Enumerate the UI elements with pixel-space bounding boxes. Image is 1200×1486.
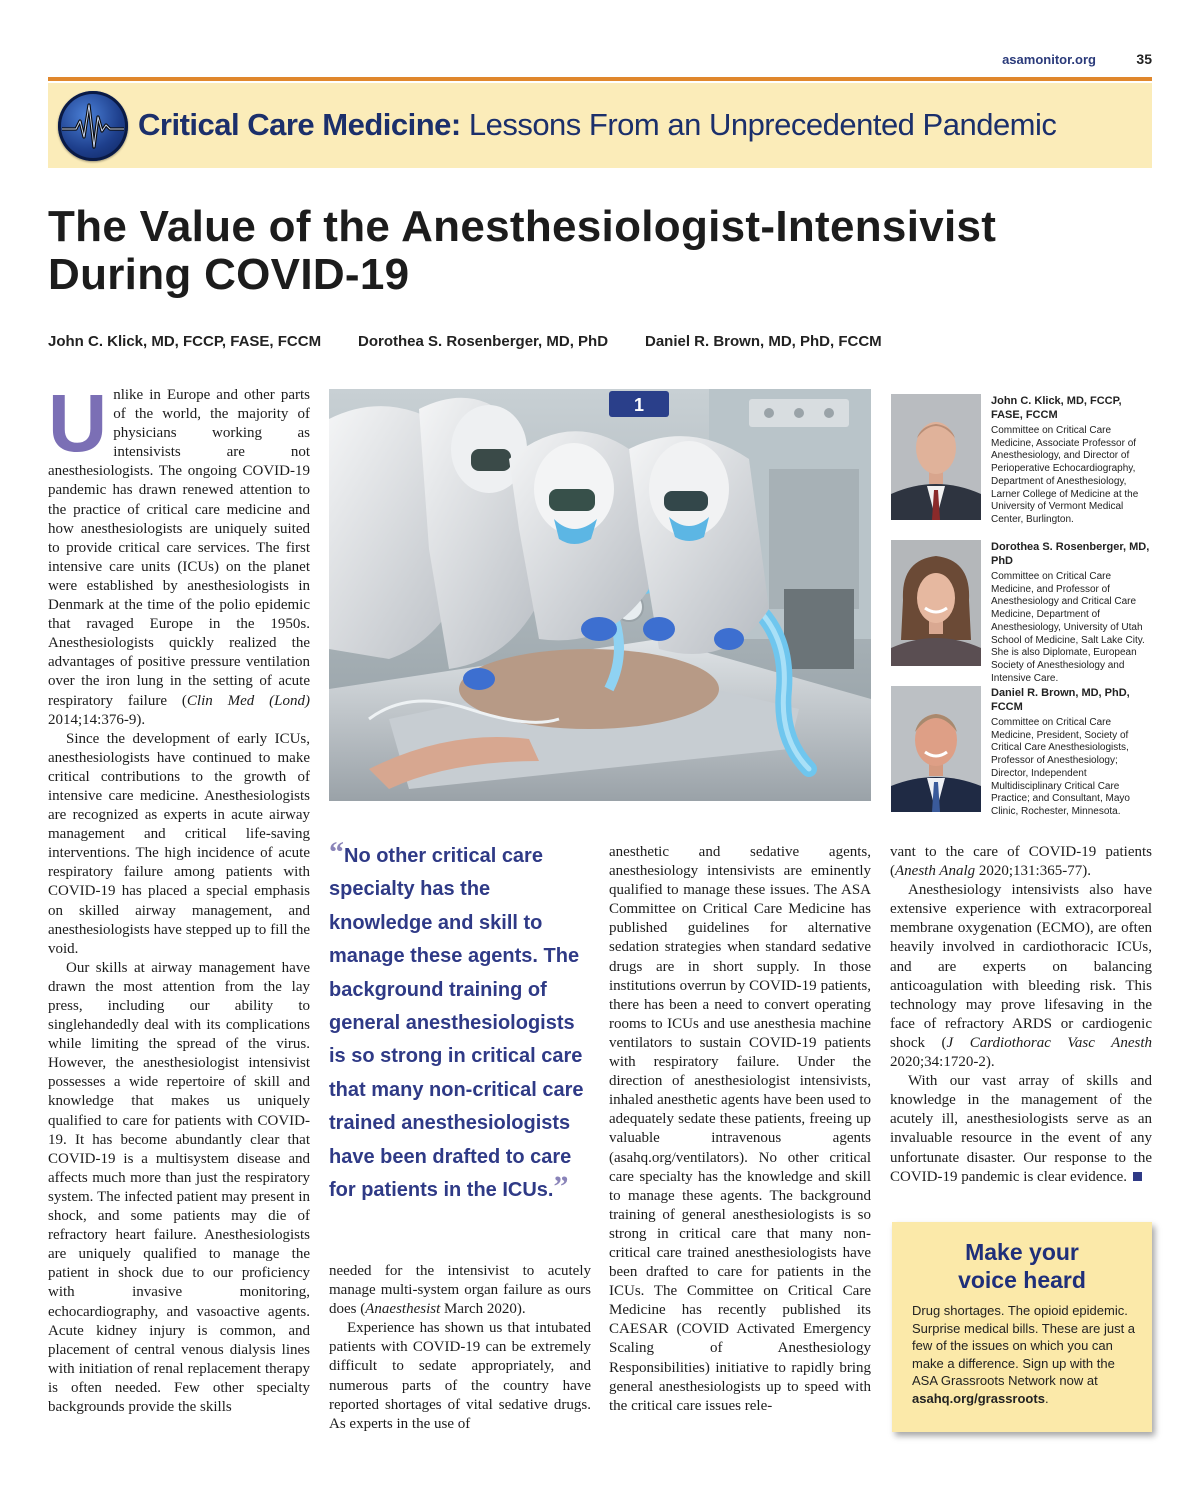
author-rosenberger: Dorothea S. Rosenberger, MD, PhD <box>358 333 609 350</box>
citation: Anaesthesist <box>365 1301 441 1318</box>
page-number: 35 <box>1136 51 1152 67</box>
open-quote-mark: “ <box>329 836 344 869</box>
bio-text <box>991 540 1153 685</box>
bio-klick <box>891 394 1153 524</box>
bio-name: John C. Klick, MD, FCCP, FASE, FCCM <box>991 395 1122 421</box>
drop-cap: U <box>48 378 108 469</box>
section-title-bold: Critical Care Medicine: <box>138 107 461 142</box>
pull-quote <box>329 836 591 1207</box>
callout-period: . <box>1044 1390 1049 1406</box>
paragraph <box>890 843 1152 881</box>
section-banner <box>48 83 1152 168</box>
paragraph-text: With our vast array of skills and knowledge in the management of the acutely ill, anesthesiologists serve as an invaluable resource in the event of any unfortunate disaster. Our response to the COVID-19 pandemic is clear evidence. <box>890 1073 1152 1185</box>
article-title: The Value of the Anesthesiologist-Intensivist During COVID-19 <box>48 202 997 299</box>
pull-quote-text: No other critical care specialty has the knowledge and skill to manage these agents. The background training of general anesthesiologists is so strong in critical care that many non-critical care trained anesthesiologists have been drafted to care for patients in the ICUs. <box>329 845 584 1202</box>
paragraph <box>329 1262 591 1319</box>
bio-brown <box>891 686 1153 816</box>
callout-body <box>912 1302 1138 1408</box>
author-photo-brown <box>891 686 981 812</box>
paragraph <box>890 1072 1152 1187</box>
paragraph-text: March 2020). <box>440 1301 526 1318</box>
bio-rosenberger <box>891 540 1153 684</box>
bio-text <box>991 686 1153 819</box>
paragraph-text: vant to the care of COVID-19 patients ( <box>890 844 1152 880</box>
bio-name: Daniel R. Brown, MD, PhD, FCCM <box>991 687 1130 713</box>
running-header <box>48 50 1152 70</box>
paragraph-text: needed for the intensivist to acutely manage multi-system organ failure as ours does ( <box>329 1263 591 1318</box>
paragraph: Experience has shown us that intubated patients with COVID-19 can be extremely difficult to sedate appropriately, and numerous parts of the country have reported shortages of vital sedative drugs. As experts in the use of <box>329 1320 591 1432</box>
bio-name: Dorothea S. Rosenberger, MD, PhD <box>991 541 1150 567</box>
callout-title-line2: voice heard <box>958 1267 1086 1293</box>
callout-text: Drug shortages. The opioid epidemic. Surprise medical bills. These are just a few of the issues on which you can make a difference. Sign up with the ASA Grassroots Network now at <box>912 1303 1136 1389</box>
citation: Anesth Analg <box>895 863 976 880</box>
bio-description: Committee on Critical Care Medicine, President, Society of Critical Care Anesthesiologists, Professor of Anesthesiology; Director, Independent Multidisciplinary Critical Care Practice; and Consultant, Mayo Clinic, Rochester, Minnesota. <box>991 717 1130 817</box>
callout-title-line1: Make your <box>965 1239 1079 1265</box>
paragraph-text: Anesthesiology intensivists also have extensive experience with extracorporeal membrane oxygenation (ECMO), are often heavily involved in cardiothoracic ICUs, and are experts on balancing anticoagulation with bleeding risk. This technology may prove lifesaving in the face of refractory ARDS or cardiogenic shock ( <box>890 882 1152 1051</box>
author-photo-klick <box>891 394 981 520</box>
icu-photo <box>329 389 871 801</box>
author-photo-rosenberger <box>891 540 981 666</box>
author-klick: John C. Klick, MD, FCCP, FASE, FCCM <box>48 333 322 350</box>
grassroots-callout <box>892 1222 1152 1432</box>
section-title-rest: Lessons From an Unprecedented Pandemic <box>460 107 1057 142</box>
citation: J Cardiothorac Vasc Anesth <box>946 1034 1152 1051</box>
paragraph: Since the development of early ICUs, anesthesiologists have continued to make critical contributions to the growth of intensive care medicine. Anesthesiologists are recognized as experts in acute airway management and critical life-saving interventions. The high incidence of acute respiratory failure among patients with COVID-19 has placed a special emphasis on skilled airway management, and anesthesiologists have stepped up to fill the void. <box>48 730 310 957</box>
heartbeat-globe-icon <box>58 91 128 161</box>
paragraph <box>48 378 310 730</box>
paragraph: anesthetic and sedative agents, anesthesiology intensivists are eminently qualified to manage these issues. The ASA Committee on Critical Care Medicine has published guidelines for alternative sedation strategies when standard sedative drugs are in short supply. In those institutions overrun by COVID-19 patients, there has been a need to convert operating rooms to ICUs and use anesthesia machine ventilators to sustain COVID-19 patients with respiratory failure. Under the direction of anesthesiologist intensivists, inhaled anesthetic agents have been used to adequately sedate these patients, freeing up valuable intravenous agents (asahq.org/ventilators). No other critical care specialty has the knowledge and skill to manage these agents. The background training of general anesthesiologists is so strong in critical care that many non-critical care trained anesthesiologists have been drafted to care for patients in the ICUs. The Committee on Critical Care Medicine has recently published its CAESAR (COVID Activated Emergency Scaling of Anesthesiology Responsibilities) initiative to rapidly bring general anesthesiologists up to speed with the critical care issues rele- <box>609 844 871 1414</box>
bio-description: Committee on Critical Care Medicine, and Professor of Anesthesiology and Critical Care Medicine, Department of Anesthesiology, University of Utah School of Medicine, Salt Lake City. She is also Diplomate, European Society of Anesthesiology and Intensive Care. <box>991 571 1145 684</box>
citation: Clin Med (Lond) <box>186 692 310 709</box>
paragraph-text: 2014;14:376-9). <box>48 711 146 728</box>
body-column-3 <box>609 843 871 1416</box>
grassroots-link[interactable]: asahq.org/grassroots <box>912 1390 1045 1406</box>
body-column-2 <box>329 1262 591 1434</box>
paragraph-text: nlike in Europe and other parts of the world, the majority of physicians working as intensivists are not anesthesiologists. The ongoing COVID-19 pandemic has drawn renewed attention to the practice of critical care medicine and how anesthesiologists are uniquely suited to provide critical care services. The first intensive care units (ICUs) on the planet were established by anesthesiologists in Denmark at the time of the polio epidemic that ravaged Europe in the 1950s. Anesthesiologists quickly realized the advantages of positive pressure ventilation over the iron lung in the setting of acute respiratory failure ( <box>48 387 310 709</box>
header-rule <box>48 77 1152 81</box>
body-column-4 <box>890 843 1152 1187</box>
body-column-1 <box>48 378 310 1417</box>
close-quote-mark: ” <box>553 1170 569 1204</box>
callout-title <box>892 1238 1152 1294</box>
end-mark-icon <box>1133 1172 1142 1181</box>
site-url[interactable]: asamonitor.org <box>1002 52 1096 67</box>
paragraph <box>890 881 1152 1072</box>
paragraph-text: 2020;131:365-77). <box>975 863 1091 880</box>
section-title <box>138 107 1056 143</box>
bio-description: Committee on Critical Care Medicine, Associate Professor of Anesthesiology, and Director of Perioperative Echocardiography, Department of Anesthesiology, Larner College of Medicine at the University of Vermont Medical Center, Burlington. <box>991 425 1139 525</box>
author-brown: Daniel R. Brown, MD, PhD, FCCM <box>645 333 882 350</box>
bio-text <box>991 394 1153 527</box>
paragraph: Our skills at airway management have drawn the most attention from the lay press, including our ability to singlehandedly deal with its complications while limiting the spread of the virus. However, the anesthesiologist intensivist possesses a wide repertoire of skill and knowledge that makes us uniquely qualified to care for patients with COVID-19. It has become abundantly clear that COVID-19 is a multisystem disease and affects much more than just the respiratory system. The infected patient may present in shock, and some patients may die of refractory heart failure. Anesthesiologists are uniquely qualified to manage the patient in shock due to our proficiency with invasive monitoring, echocardiography, and vasoactive agents. Acute kidney injury is common, and placement of central venous dialysis lines with initiation of renal replacement therapy is often needed. Few other specialty backgrounds provide the skills <box>48 959 310 1415</box>
paragraph-text: 2020;34:1720-2). <box>890 1054 995 1071</box>
room-sign: 1 <box>633 395 645 415</box>
